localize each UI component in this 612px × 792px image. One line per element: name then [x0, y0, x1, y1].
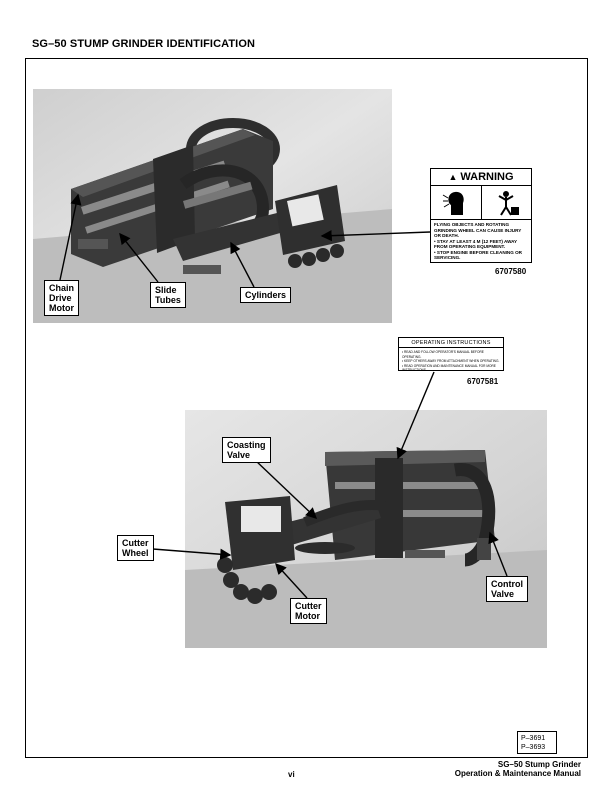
- callout-coasting-valve: Coasting Valve: [222, 437, 271, 463]
- footer-manual-title-line1: SG–50 Stump Grinder: [497, 760, 581, 769]
- footer-page-number: vi: [288, 770, 295, 779]
- footer-manual-title: [455, 760, 581, 778]
- page-title: SG–50 STUMP GRINDER IDENTIFICATION: [32, 38, 256, 50]
- stump-grinder-photo-top: [33, 89, 392, 323]
- callout-slide-tubes: Slide Tubes: [150, 282, 186, 308]
- warning-decal: [430, 168, 532, 263]
- operating-decal-part-number: 6707581: [467, 377, 499, 386]
- flying-objects-head-icon: [431, 186, 482, 219]
- stay-away-person-icon: [482, 186, 532, 219]
- callout-cutter-wheel: Cutter Wheel: [117, 535, 154, 561]
- warning-triangle-icon: ▲: [448, 172, 458, 182]
- warning-text: FLYING OBJECTS AND ROTATING GRINDING WHEEL CAN CAUSE INJURY OR DEATH. • STAY AT LEAST 4 M (12 FEET) AWAY FROM OPERATING EQUIPMENT. • STOP ENGINE BEFORE CLEANING OR SERVICING.: [434, 222, 522, 260]
- warning-pictograms: [431, 186, 531, 220]
- operating-instructions-heading: OPERATING INSTRUCTIONS: [399, 338, 503, 348]
- warning-decal-part-number: 6707580: [495, 267, 527, 276]
- warning-decal-header: [431, 169, 531, 186]
- warning-heading: WARNING: [460, 171, 514, 183]
- callout-control-valve: Control Valve: [486, 576, 528, 602]
- callout-chain-drive-motor: Chain Drive Motor: [44, 280, 79, 316]
- operating-instructions-decal: [398, 337, 504, 371]
- photo-reference-numbers: P–3691 P–3693: [517, 731, 557, 754]
- operating-instructions-lines: • READ AND FOLLOW OPERATOR'S MANUAL BEFORE OPERATING. • KEEP OTHERS AWAY FROM ATTACHMENT WHEN OPERATING. • READ OPERATION AND MAINTENANCE MANUAL FOR MORE INSTRUCTIONS.: [402, 350, 500, 373]
- callout-cylinders: Cylinders: [240, 287, 291, 303]
- callout-cutter-motor: Cutter Motor: [290, 598, 327, 624]
- footer-manual-title-line2: Operation & Maintenance Manual: [454, 769, 581, 778]
